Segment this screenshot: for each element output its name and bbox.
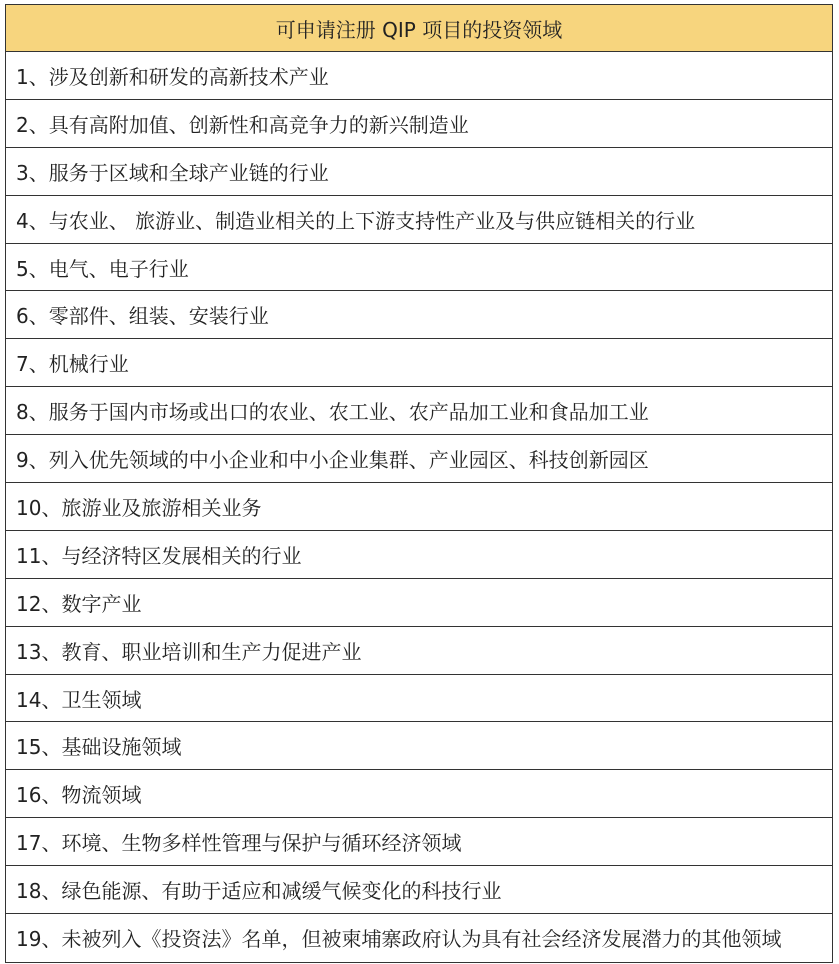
- table-header: 可申请注册 QIP 项目的投资领域: [6, 5, 832, 52]
- table-row: 5、电气、电子行业: [6, 244, 832, 292]
- table-row: 19、未被列入《投资法》名单，但被柬埔寨政府认为具有社会经济发展潜力的其他领域: [16, 927, 782, 952]
- table-row: 8、服务于国内市场或出口的农业、农工业、农产品加工业和食品加工业: [6, 387, 832, 435]
- table-row: 12、数字产业: [6, 579, 832, 627]
- table-row: 11、与经济特区发展相关的行业: [6, 531, 832, 579]
- table-row: 18、绿色能源、有助于适应和减缓气候变化的科技行业: [6, 866, 832, 914]
- table-row: 15、基础设施领域: [6, 722, 832, 770]
- table-row: 4、与农业、 旅游业、制造业相关的上下游支持性产业及与供应链相关的行业: [6, 196, 832, 244]
- table-row: 1、涉及创新和研发的高新技术产业: [6, 52, 832, 100]
- table-row: 7、机械行业: [6, 339, 832, 387]
- table-row: 13、教育、职业培训和生产力促进产业: [6, 627, 832, 675]
- table-row: 3、服务于区域和全球产业链的行业: [6, 148, 832, 196]
- table-row: 16、物流领域: [6, 770, 832, 818]
- table-row: 2、具有高附加值、创新性和高竞争力的新兴制造业: [6, 100, 832, 148]
- table-row: 9、列入优先领域的中小企业和中小企业集群、产业园区、科技创新园区: [6, 435, 832, 483]
- table-row: 17、环境、生物多样性管理与保护与循环经济领域: [6, 818, 832, 866]
- table-row: 10、旅游业及旅游相关业务: [6, 483, 832, 531]
- investment-areas-table: [5, 4, 833, 963]
- table-row: 6、零部件、组装、安装行业: [6, 291, 832, 339]
- table-row: 14、卫生领域: [6, 675, 832, 723]
